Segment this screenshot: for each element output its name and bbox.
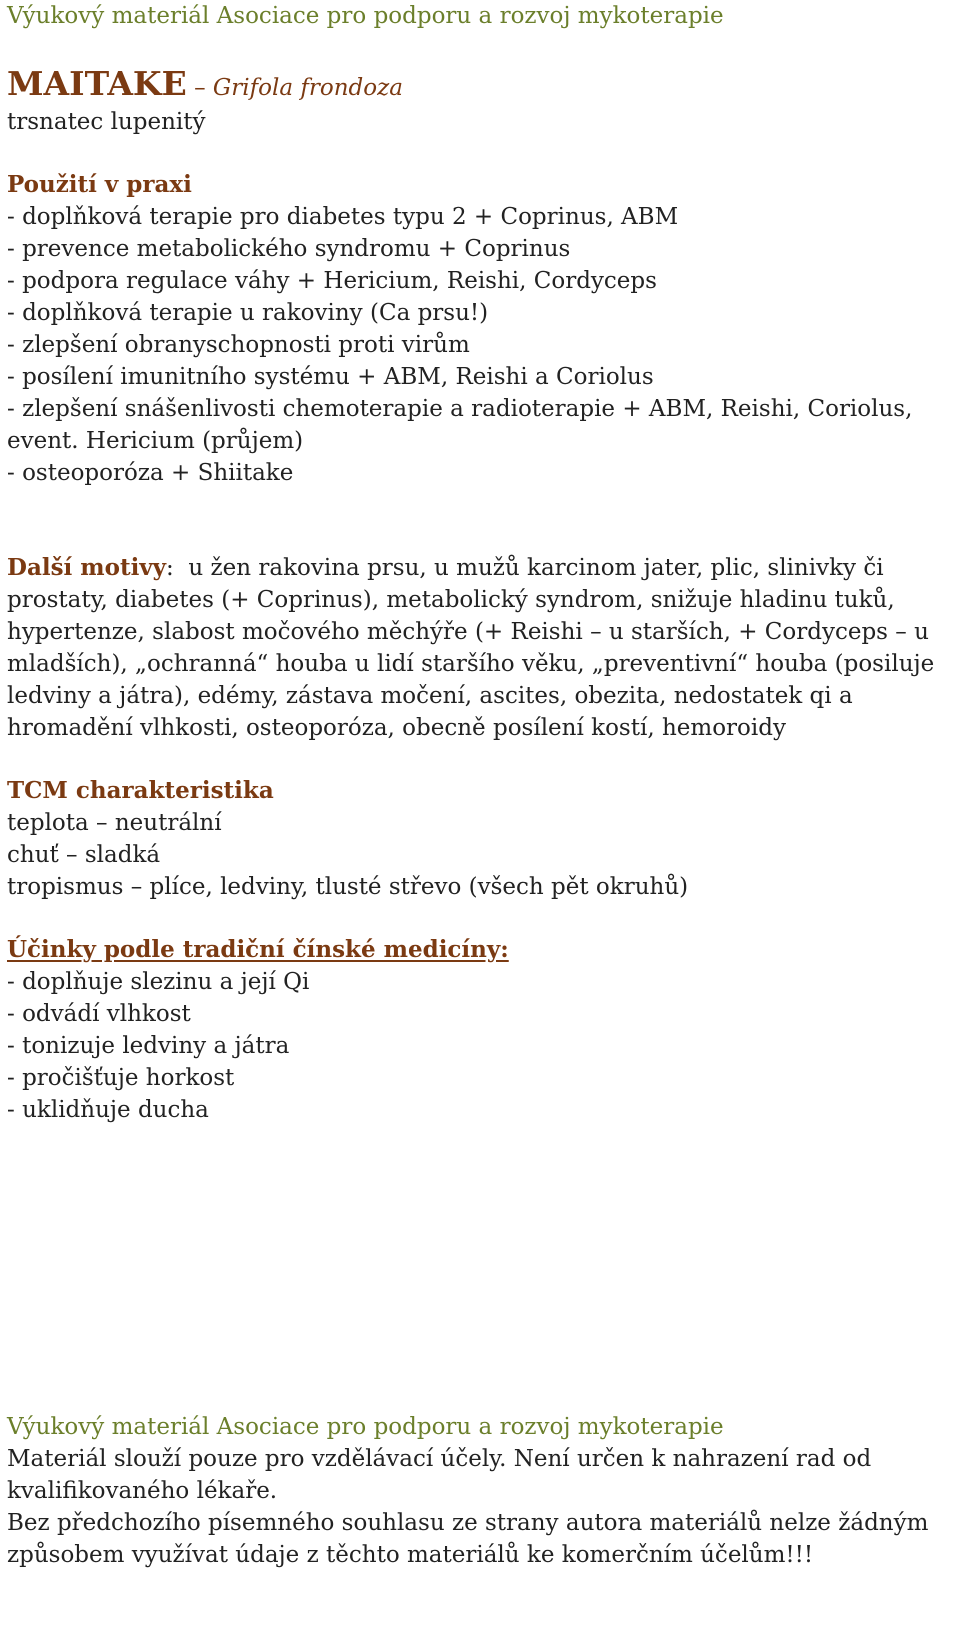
footer-disclaimer-line: způsobem využívat údaje z těchto materiálů ke komerčním účelům!!! — [7, 1542, 814, 1568]
usage-heading: Použití v praxi — [7, 171, 192, 198]
effects-item: - pročišťuje horkost — [7, 1065, 235, 1091]
effects-item: - doplňuje slezinu a její Qi — [7, 969, 310, 995]
motives-line: ledviny a játra), edémy, zástava močení, ascites, obezita, nedostatek qi a — [7, 683, 853, 709]
usage-item: - zlepšení snášenlivosti chemoterapie a radioterapie + ABM, Reishi, Coriolus, — [7, 396, 913, 422]
header-org-line: Výukový materiál Asociace pro podporu a rozvoj mykoterapie — [7, 3, 724, 29]
usage-item: - osteoporóza + Shiitake — [7, 460, 294, 486]
motives-line: mladších), „ochranná“ houba u lidí staršího věku, „preventivní“ houba (posiluje — [7, 651, 935, 677]
tcm-item: tropismus – plíce, ledviny, tlusté střevo (všech pět okruhů) — [7, 874, 689, 900]
motives-heading: Další motivy — [7, 554, 167, 581]
tcm-item: teplota – neutrální — [7, 810, 222, 836]
motives-line: hromadění vlhkosti, osteoporóza, obecně posílení kostí, hemoroidy — [7, 715, 786, 741]
usage-item: event. Hericium (průjem) — [7, 428, 304, 454]
motives-line: hypertenze, slabost močového měchýře (+ Reishi – u starších, + Cordyceps – u — [7, 619, 929, 645]
usage-item: - zlepšení obranyschopnosti proti virům — [7, 332, 470, 358]
usage-item: - doplňková terapie u rakoviny (Ca prsu!) — [7, 300, 489, 326]
effects-item: - uklidňuje ducha — [7, 1097, 209, 1123]
effects-item: - tonizuje ledviny a játra — [7, 1033, 290, 1059]
tcm-heading: TCM charakteristika — [7, 777, 274, 804]
footer-org-line: Výukový materiál Asociace pro podporu a rozvoj mykoterapie — [7, 1414, 724, 1440]
title-dash: – — [186, 75, 213, 101]
tcm-item: chuť – sladká — [7, 842, 161, 868]
footer-disclaimer-line: Bez předchozího písemného souhlasu ze strany autora materiálů nelze žádným — [7, 1510, 929, 1536]
motives-line: u žen rakovina prsu, u mužů karcinom jater, plic, slinivky či — [188, 555, 884, 581]
title-name: MAITAKE — [7, 64, 187, 103]
title-latin: Grifola frondoza — [212, 75, 403, 101]
footer-disclaimer-line: kvalifikovaného lékaře. — [7, 1478, 278, 1504]
usage-item: - doplňková terapie pro diabetes typu 2 + Coprinus, ABM — [7, 204, 679, 230]
motives-colon: : — [166, 555, 174, 581]
document-title — [7, 64, 403, 108]
usage-item: - prevence metabolického syndromu + Coprinus — [7, 236, 571, 262]
usage-item: - podpora regulace váhy + Hericium, Reishi, Cordyceps — [7, 268, 657, 294]
effects-heading: Účinky podle tradiční čínské medicíny: — [7, 936, 509, 963]
title-czech: trsnatec lupenitý — [7, 109, 206, 135]
usage-item: - posílení imunitního systému + ABM, Reishi a Coriolus — [7, 364, 654, 390]
footer-disclaimer-line: Materiál slouží pouze pro vzdělávací účely. Není určen k nahrazení rad od — [7, 1446, 872, 1472]
motives-line: prostaty, diabetes (+ Coprinus), metabolický syndrom, snižuje hladinu tuků, — [7, 587, 895, 613]
effects-item: - odvádí vlhkost — [7, 1001, 191, 1027]
motives-first-line — [7, 552, 884, 584]
